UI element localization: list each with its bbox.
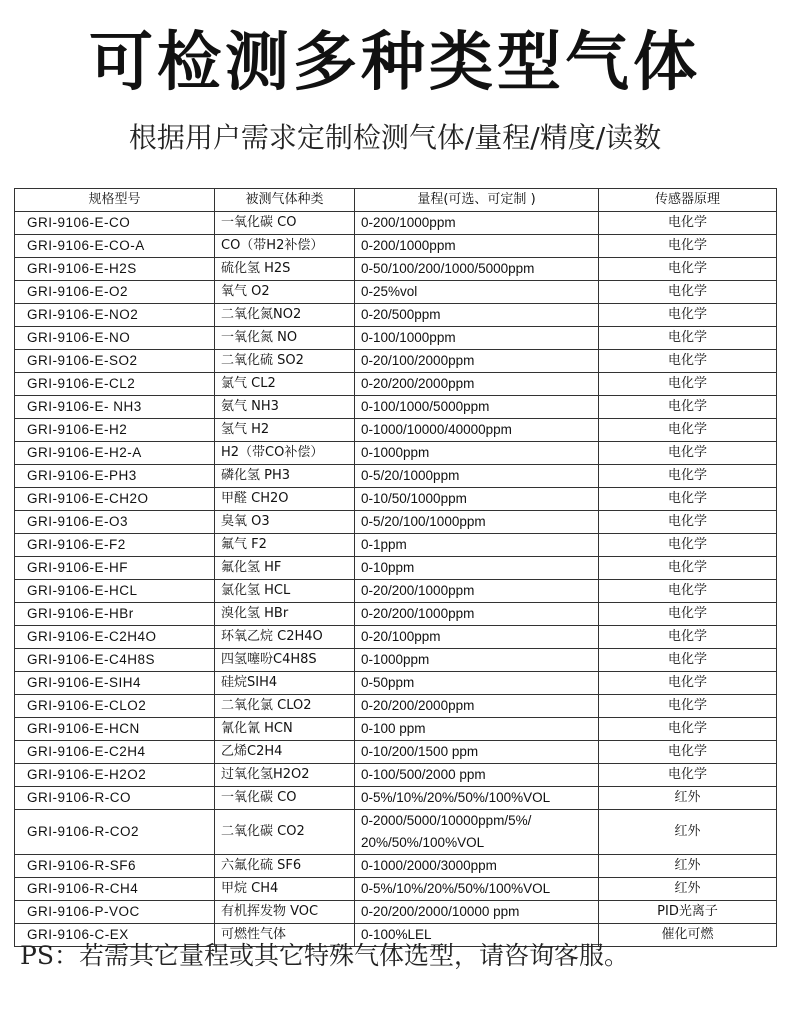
cell-range: 0-100 ppm (355, 717, 599, 740)
cell-model: GRI-9106-E-HBr (15, 602, 215, 625)
cell-range: 0-1ppm (355, 533, 599, 556)
cell-range: 0-5/20/1000ppm (355, 464, 599, 487)
cell-model: GRI-9106-E-C2H4 (15, 740, 215, 763)
cell-range: 0-2000/5000/10000ppm/5%/ 20%/50%/100%VOL (355, 809, 599, 854)
cell-gas: 溴化氢 HBr (215, 602, 355, 625)
table-body (15, 211, 777, 946)
cell-gas: 氧气 O2 (215, 280, 355, 303)
cell-model: GRI-9106-R-CH4 (15, 877, 215, 900)
cell-model: GRI-9106-E-HCN (15, 717, 215, 740)
cell-principle: 电化学 (599, 326, 777, 349)
cell-model: GRI-9106-E-HCL (15, 579, 215, 602)
cell-principle: 电化学 (599, 510, 777, 533)
header-gas: 被测气体种类 (215, 189, 355, 212)
cell-model: GRI-9106-C-EX (15, 923, 215, 946)
cell-principle: 电化学 (599, 625, 777, 648)
cell-range: 0-5/20/100/1000ppm (355, 510, 599, 533)
gas-spec-table (14, 188, 777, 947)
cell-gas: H2（带CO补偿） (215, 441, 355, 464)
cell-range: 0-10/200/1500 ppm (355, 740, 599, 763)
cell-gas: 甲醛 CH2O (215, 487, 355, 510)
cell-principle: 电化学 (599, 211, 777, 234)
table-row (15, 809, 777, 854)
cell-gas: 氢气 H2 (215, 418, 355, 441)
cell-range: 0-20/200/2000ppm (355, 694, 599, 717)
ps-note: PS：若需其它量程或其它特殊气体选型，请咨询客服。 (20, 941, 629, 970)
cell-model: GRI-9106-E-H2S (15, 257, 215, 280)
cell-model: GRI-9106-R-SF6 (15, 854, 215, 877)
cell-range: 0-1000ppm (355, 648, 599, 671)
cell-range: 0-20/500ppm (355, 303, 599, 326)
cell-model: GRI-9106-P-VOC (15, 900, 215, 923)
table-row (15, 441, 777, 464)
cell-principle: 电化学 (599, 694, 777, 717)
table-row (15, 786, 777, 809)
cell-range: 0-20/200/2000ppm (355, 372, 599, 395)
table-row (15, 280, 777, 303)
cell-principle: 电化学 (599, 763, 777, 786)
header-principle: 传感器原理 (599, 189, 777, 212)
cell-principle: 电化学 (599, 349, 777, 372)
page-subtitle: 根据用户需求定制检测气体/量程/精度/读数 (128, 121, 662, 154)
cell-gas: 甲烷 CH4 (215, 877, 355, 900)
cell-model: GRI-9106-E-CLO2 (15, 694, 215, 717)
table-row (15, 418, 777, 441)
table-row (15, 877, 777, 900)
cell-range: 0-1000/2000/3000ppm (355, 854, 599, 877)
table-row (15, 671, 777, 694)
cell-gas: 可燃性气体 (215, 923, 355, 946)
cell-gas: 一氧化氮 NO (215, 326, 355, 349)
table-row (15, 487, 777, 510)
cell-range: 0-20/200/2000/10000 ppm (355, 900, 599, 923)
cell-range: 0-100/1000/5000ppm (355, 395, 599, 418)
cell-gas: 磷化氢 PH3 (215, 464, 355, 487)
table-row (15, 395, 777, 418)
cell-principle: 电化学 (599, 579, 777, 602)
table-row (15, 854, 777, 877)
cell-principle: PID光离子 (599, 900, 777, 923)
table-row (15, 372, 777, 395)
cell-principle: 电化学 (599, 418, 777, 441)
cell-range: 0-200/1000ppm (355, 234, 599, 257)
cell-gas: CO（带H2补偿） (215, 234, 355, 257)
cell-principle: 电化学 (599, 671, 777, 694)
cell-model: GRI-9106-E-C2H4O (15, 625, 215, 648)
cell-gas: 二氧化氯 CLO2 (215, 694, 355, 717)
cell-gas: 氟气 F2 (215, 533, 355, 556)
table-row (15, 349, 777, 372)
cell-range: 0-25%vol (355, 280, 599, 303)
cell-gas: 二氧化硫 SO2 (215, 349, 355, 372)
cell-model: GRI-9106-E-NO2 (15, 303, 215, 326)
cell-range: 0-50ppm (355, 671, 599, 694)
table-row (15, 900, 777, 923)
cell-gas: 二氧化碳 CO2 (215, 809, 355, 854)
cell-gas: 过氧化氢H2O2 (215, 763, 355, 786)
cell-principle: 电化学 (599, 280, 777, 303)
page-title: 可检测多种类型气体 (89, 26, 701, 100)
cell-model: GRI-9106-E-CL2 (15, 372, 215, 395)
table-row (15, 510, 777, 533)
table-row (15, 648, 777, 671)
cell-model: GRI-9106-E-SIH4 (15, 671, 215, 694)
cell-principle: 电化学 (599, 717, 777, 740)
cell-model: GRI-9106-E-H2O2 (15, 763, 215, 786)
cell-model: GRI-9106-R-CO (15, 786, 215, 809)
cell-model: GRI-9106-E-HF (15, 556, 215, 579)
cell-gas: 乙烯C2H4 (215, 740, 355, 763)
table-row (15, 464, 777, 487)
cell-range: 0-10ppm (355, 556, 599, 579)
cell-range: 0-1000ppm (355, 441, 599, 464)
cell-principle: 红外 (599, 854, 777, 877)
cell-gas: 氟化氢 HF (215, 556, 355, 579)
cell-model: GRI-9106-E-CH2O (15, 487, 215, 510)
cell-model: GRI-9106-E-C4H8S (15, 648, 215, 671)
cell-principle: 电化学 (599, 533, 777, 556)
table-row (15, 602, 777, 625)
cell-range: 0-20/200/1000ppm (355, 579, 599, 602)
cell-gas: 有机挥发物 VOC (215, 900, 355, 923)
table-row (15, 556, 777, 579)
table-row (15, 234, 777, 257)
cell-range: 0-50/100/200/1000/5000ppm (355, 257, 599, 280)
cell-principle: 红外 (599, 877, 777, 900)
cell-range: 0-100%LEL (355, 923, 599, 946)
table-row (15, 763, 777, 786)
cell-principle: 电化学 (599, 487, 777, 510)
cell-principle: 电化学 (599, 556, 777, 579)
table-row (15, 694, 777, 717)
cell-principle: 电化学 (599, 441, 777, 464)
table-header-row (15, 189, 777, 212)
cell-range: 0-20/100/2000ppm (355, 349, 599, 372)
cell-principle: 电化学 (599, 602, 777, 625)
cell-range: 0-5%/10%/20%/50%/100%VOL (355, 786, 599, 809)
table-row (15, 533, 777, 556)
cell-gas: 硫化氢 H2S (215, 257, 355, 280)
table-row (15, 717, 777, 740)
cell-principle: 电化学 (599, 464, 777, 487)
cell-gas: 六氟化硫 SF6 (215, 854, 355, 877)
cell-model: GRI-9106-E-F2 (15, 533, 215, 556)
table-row (15, 211, 777, 234)
cell-principle: 催化可燃 (599, 923, 777, 946)
cell-gas: 环氧乙烷 C2H4O (215, 625, 355, 648)
table-row (15, 326, 777, 349)
header-range: 量程(可选、可定制 ) (355, 189, 599, 212)
cell-model: GRI-9106-E-H2 (15, 418, 215, 441)
cell-principle: 电化学 (599, 372, 777, 395)
cell-model: GRI-9106-E-SO2 (15, 349, 215, 372)
table-row (15, 579, 777, 602)
cell-gas: 硅烷SIH4 (215, 671, 355, 694)
cell-model: GRI-9106-E-CO (15, 211, 215, 234)
cell-model: GRI-9106-E-CO-A (15, 234, 215, 257)
cell-principle: 电化学 (599, 303, 777, 326)
cell-range: 0-20/200/1000ppm (355, 602, 599, 625)
cell-range: 0-5%/10%/20%/50%/100%VOL (355, 877, 599, 900)
cell-range: 0-100/1000ppm (355, 326, 599, 349)
cell-model: GRI-9106-E-O3 (15, 510, 215, 533)
cell-model: GRI-9106-E-PH3 (15, 464, 215, 487)
cell-gas: 臭氧 O3 (215, 510, 355, 533)
table-row (15, 303, 777, 326)
table-row (15, 740, 777, 763)
cell-model: GRI-9106-E-NO (15, 326, 215, 349)
header-model: 规格型号 (15, 189, 215, 212)
cell-principle: 电化学 (599, 257, 777, 280)
cell-range: 0-1000/10000/40000ppm (355, 418, 599, 441)
cell-range: 0-20/100ppm (355, 625, 599, 648)
cell-principle: 红外 (599, 809, 777, 854)
cell-model: GRI-9106-E-O2 (15, 280, 215, 303)
cell-gas: 氯气 CL2 (215, 372, 355, 395)
cell-principle: 红外 (599, 786, 777, 809)
cell-gas: 氰化氰 HCN (215, 717, 355, 740)
cell-gas: 四氢噻吩C4H8S (215, 648, 355, 671)
cell-gas: 二氧化氮NO2 (215, 303, 355, 326)
cell-model: GRI-9106-R-CO2 (15, 809, 215, 854)
cell-principle: 电化学 (599, 648, 777, 671)
cell-gas: 一氧化碳 CO (215, 786, 355, 809)
cell-principle: 电化学 (599, 234, 777, 257)
cell-range: 0-100/500/2000 ppm (355, 763, 599, 786)
cell-range: 0-200/1000ppm (355, 211, 599, 234)
cell-gas: 氨气 NH3 (215, 395, 355, 418)
cell-range: 0-10/50/1000ppm (355, 487, 599, 510)
cell-model: GRI-9106-E- NH3 (15, 395, 215, 418)
cell-model: GRI-9106-E-H2-A (15, 441, 215, 464)
cell-gas: 氯化氢 HCL (215, 579, 355, 602)
table-row (15, 257, 777, 280)
cell-gas: 一氧化碳 CO (215, 211, 355, 234)
table-row (15, 625, 777, 648)
cell-principle: 电化学 (599, 395, 777, 418)
cell-principle: 电化学 (599, 740, 777, 763)
